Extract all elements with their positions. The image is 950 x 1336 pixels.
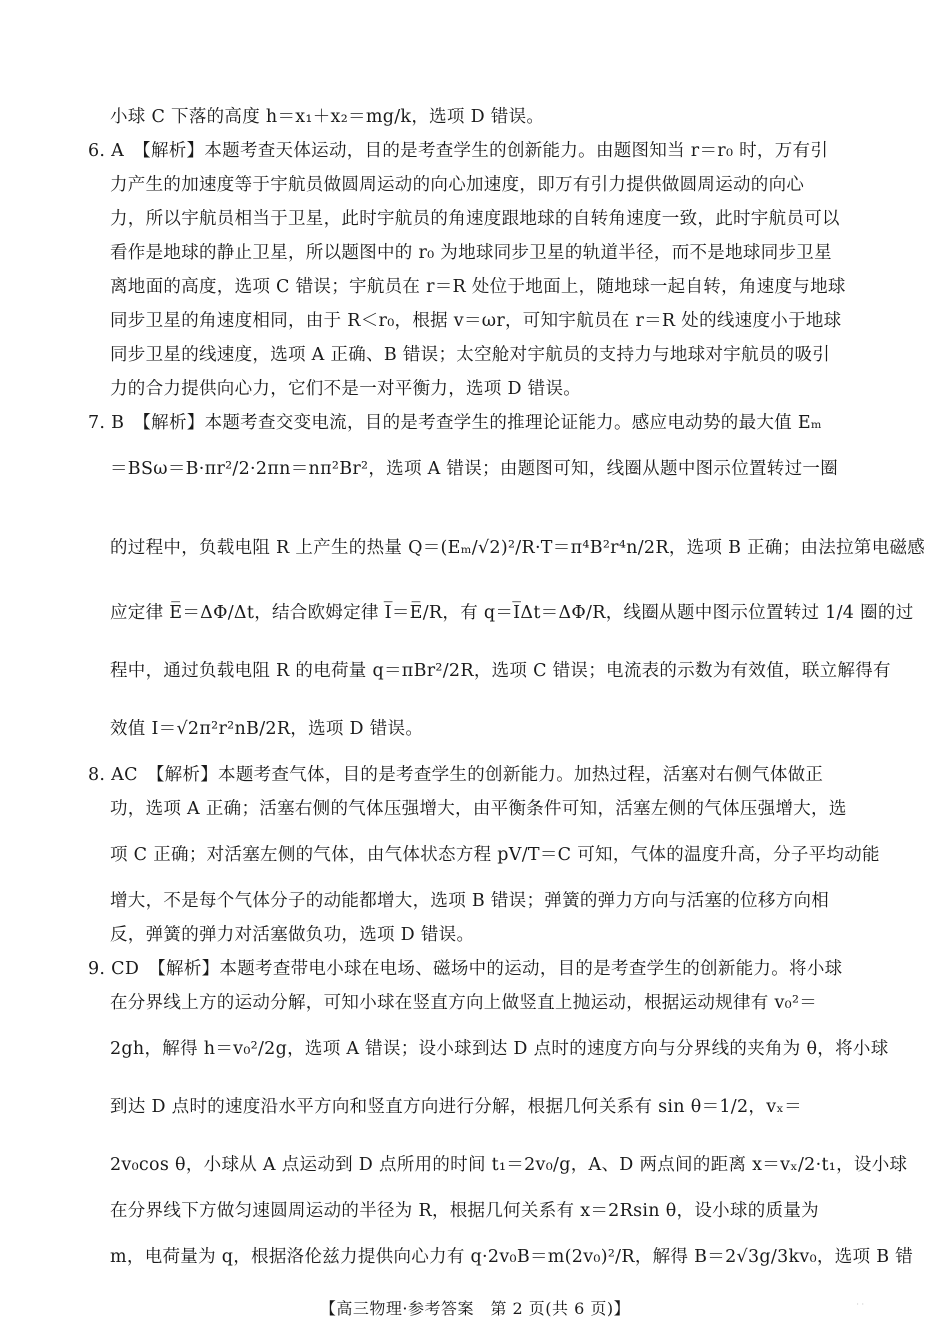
corner-mark: · · bbox=[856, 1300, 864, 1309]
text-line: 到达 D 点时的速度沿水平方向和竖直方向进行分解，根据几何关系有 sin θ＝1/2，vₓ＝ bbox=[110, 1097, 802, 1117]
answer-body bbox=[88, 100, 926, 1286]
text-line: 7. B 【解析】本题考查交变电流，目的是考查学生的推理论证能力。感应电动势的最大值 Eₘ bbox=[88, 413, 822, 433]
text-line: ＝BSω＝B·πr²/2·2πn＝nπ²Br²，选项 A 错误；由题图可知，线圈从题中图示位置转过一圈 bbox=[110, 459, 839, 479]
text-line: 2gh，解得 h＝v₀²/2g，选项 A 错误；设小球到达 D 点时的速度方向与分界线的夹角为 θ，将小球 bbox=[110, 1039, 889, 1059]
text-line: 2v₀cos θ，小球从 A 点运动到 D 点所用的时间 t₁＝2v₀/g，A、D 两点间的距离 x＝vₓ/2·t₁，设小球 bbox=[110, 1155, 908, 1175]
text-line: 项 C 正确；对活塞左侧的气体，由气体状态方程 pV/T＝C 可知，气体的温度升高，分子平均动能 bbox=[110, 845, 880, 865]
text-line: 力，所以宇航员相当于卫星，此时宇航员的角速度跟地球的自转角速度一致，此时宇航员可以 bbox=[110, 209, 840, 229]
text-line: 在分界线上方的运动分解，可知小球在竖直方向上做竖直上抛运动，根据运动规律有 v₀²＝ bbox=[110, 993, 818, 1013]
text-line: 力产生的加速度等于宇航员做圆周运动的向心加速度，即万有引力提供做圆周运动的向心 bbox=[110, 175, 805, 195]
text-line: 反，弹簧的弹力对活塞做负功，选项 D 错误。 bbox=[110, 925, 475, 945]
text-line: 应定律 E̅＝ΔΦ/Δt，结合欧姆定律 I̅＝E̅/R，有 q＝I̅Δt＝ΔΦ/R，线圈从题中图示位置转过 1/4 圈的过 bbox=[110, 603, 914, 623]
text-line: 效值 I＝√2π²r²nB/2R，选项 D 错误。 bbox=[110, 719, 424, 739]
text-line: 增大，不是每个气体分子的动能都增大，选项 B 错误；弹簧的弹力方向与活塞的位移方向相 bbox=[110, 891, 830, 911]
text-line: 6. A 【解析】本题考查天体运动，目的是考查学生的创新能力。由题图知当 r＝r₀ 时，万有引 bbox=[88, 141, 829, 161]
text-line: 看作是地球的静止卫星，所以题图中的 r₀ 为地球同步卫星的轨道半径，而不是地球同步卫星 bbox=[110, 243, 832, 263]
text-line: 功，选项 A 正确；活塞右侧的气体压强增大，由平衡条件可知，活塞左侧的气体压强增大，选 bbox=[110, 799, 847, 819]
text-line: 在分界线下方做匀速圆周运动的半径为 R，根据几何关系有 x＝2Rsin θ，设小球的质量为 bbox=[110, 1201, 819, 1221]
text-line: 同步卫星的角速度相同，由于 R＜r₀，根据 v＝ωr，可知宇航员在 r＝R 处的线速度小于地球 bbox=[110, 311, 842, 331]
text-line: 8. AC 【解析】本题考查气体，目的是考查学生的创新能力。加热过程，活塞对右侧气体做正 bbox=[88, 765, 824, 785]
text-line: 离地面的高度，选项 C 错误；宇航员在 r＝R 处位于地面上，随地球一起自转，角速度与地球 bbox=[110, 277, 846, 297]
text-line: 同步卫星的线速度，选项 A 正确、B 错误；太空舱对宇航员的支持力与地球对宇航员的吸引 bbox=[110, 345, 831, 365]
text-line: 力的合力提供向心力，它们不是一对平衡力，选项 D 错误。 bbox=[110, 379, 582, 399]
text-line: 的过程中，负载电阻 R 上产生的热量 Q＝(Eₘ/√2)²/R·T＝π⁴B²r⁴n/2R，选项 B 正确；由法拉第电磁感 bbox=[110, 538, 926, 558]
text-line: m，电荷量为 q，根据洛伦兹力提供向心力有 q·2v₀B＝m(2v₀)²/R，解得 B＝2√3g/3kv₀，选项 B 错 bbox=[110, 1247, 914, 1267]
text-line: 程中，通过负载电阻 R 的电荷量 q＝πBr²/2R，选项 C 错误；电流表的示数为有效值，联立解得有 bbox=[110, 661, 891, 681]
text-line: 小球 C 下落的高度 h＝x₁＋x₂＝mg/k，选项 D 错误。 bbox=[110, 107, 545, 127]
text-line: 9. CD 【解析】本题考查带电小球在电场、磁场中的运动，目的是考查学生的创新能力。将小球 bbox=[88, 959, 843, 979]
page-footer: 【高三物理·参考答案 第 2 页(共 6 页)】 bbox=[319, 1299, 631, 1318]
